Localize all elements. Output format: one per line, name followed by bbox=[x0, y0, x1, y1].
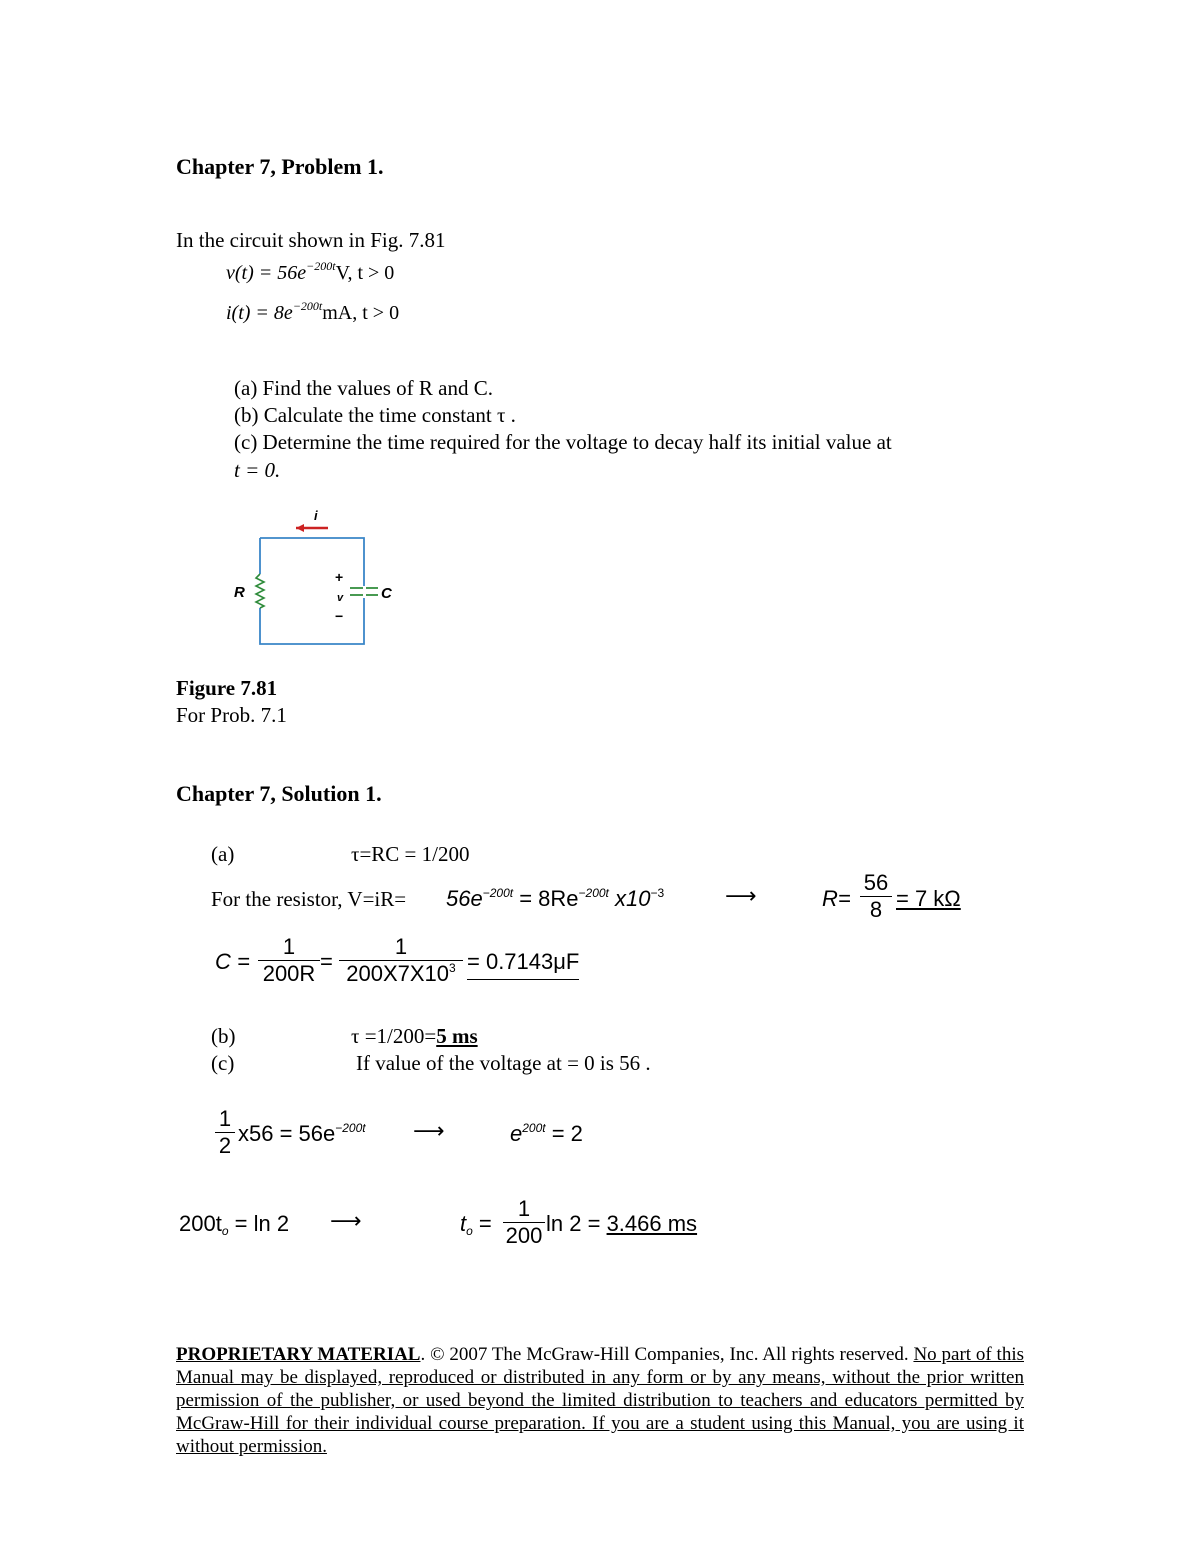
part-c: (c) Determine the time required for the voltage to decay half its initial value at bbox=[234, 430, 892, 454]
arrow-icon: ⟶ bbox=[330, 1209, 362, 1234]
c-equals: = bbox=[320, 949, 333, 974]
arrow-icon: ⟶ bbox=[725, 884, 757, 909]
to-rhs: ln 2 = 3.466 ms bbox=[546, 1211, 698, 1236]
half-equation: $x56 = 56e^{-200t}$ bbox=[238, 1121, 366, 1146]
solution-b-label: (b) bbox=[211, 1024, 236, 1048]
capacitor-gap bbox=[363, 586, 366, 598]
voltage-equation: $v(t) = 56e^{-200t}V$, t > 0 bbox=[226, 259, 395, 284]
minus-sign: − bbox=[335, 608, 344, 624]
r-result: = 7 kΩ bbox=[896, 886, 961, 911]
voltage-label: v bbox=[337, 592, 344, 604]
to-lhs: $t_o$ = bbox=[460, 1211, 492, 1238]
figure-caption-title: Figure 7.81 bbox=[176, 676, 278, 700]
solution-title: Chapter 7, Solution 1. bbox=[176, 781, 382, 806]
c-fraction-1: 1 200R bbox=[258, 934, 320, 987]
current-arrow-head bbox=[296, 524, 304, 532]
c-lhs: C = bbox=[215, 949, 250, 974]
problem-intro: In the circuit shown in Fig. 7.81 bbox=[176, 228, 446, 252]
resistor-equation: $56e^{-200t} = 8Re^{-200t}$ $x10^{-3}$ bbox=[446, 886, 665, 911]
arrow-icon: ⟶ bbox=[413, 1119, 445, 1144]
solution-a-text: τ=RC = 1/200 bbox=[351, 842, 470, 866]
half-fraction: 1 2 bbox=[215, 1106, 235, 1159]
c-result: = 0.7143μF bbox=[467, 949, 579, 980]
part-c-cont: t = 0. bbox=[234, 458, 281, 482]
circuit-diagram bbox=[226, 500, 406, 660]
figure-caption-sub: For Prob. 7.1 bbox=[176, 703, 287, 727]
solution-a-label: (a) bbox=[211, 842, 235, 866]
r-lhs: R= bbox=[822, 886, 851, 911]
plus-sign: + bbox=[335, 569, 344, 585]
part-b: (b) Calculate the time constant τ . bbox=[234, 403, 516, 427]
resistor-label: R bbox=[234, 584, 245, 601]
resistor-equation-prefix: For the resistor, V=iR= bbox=[211, 887, 407, 911]
problem-title: Chapter 7, Problem 1. bbox=[176, 154, 384, 179]
r-fraction: 56 8 bbox=[860, 870, 892, 923]
solution-c-text: If value of the voltage at = 0 is 56 . bbox=[356, 1051, 651, 1075]
ln-equation: $200t_o = \ln 2$ bbox=[179, 1211, 290, 1238]
resistor-symbol bbox=[256, 574, 264, 608]
capacitor-label: C bbox=[381, 585, 392, 602]
proprietary-notice: PROPRIETARY MATERIAL. © 2007 The McGraw-Hill Companies, Inc. All rights reserved. No part of this Manual may be displayed, reproduced or distributed in any form or by any means, without the prior written permission of the publisher, or used beyond the limited distribution to teachers and educators permitted by McGraw-Hill for their individual course preparation. If you are a student using this Manual, you are using it without permission. bbox=[176, 1344, 1024, 1457]
c-fraction-2: 1 $200X7X10^3$ bbox=[339, 934, 463, 987]
to-fraction: 1 200 bbox=[503, 1196, 545, 1249]
wire-loop bbox=[260, 538, 364, 644]
solution-b-text: τ =1/200=5 ms bbox=[351, 1024, 478, 1048]
current-label: i bbox=[314, 508, 318, 523]
current-equation: $i(t) = 8e^{-200t}mA$, t > 0 bbox=[226, 299, 400, 324]
solution-c-label: (c) bbox=[211, 1051, 235, 1075]
exp-equation: $e^{200t} = 2$ bbox=[510, 1121, 583, 1146]
part-a: (a) Find the values of R and C. bbox=[234, 376, 493, 400]
